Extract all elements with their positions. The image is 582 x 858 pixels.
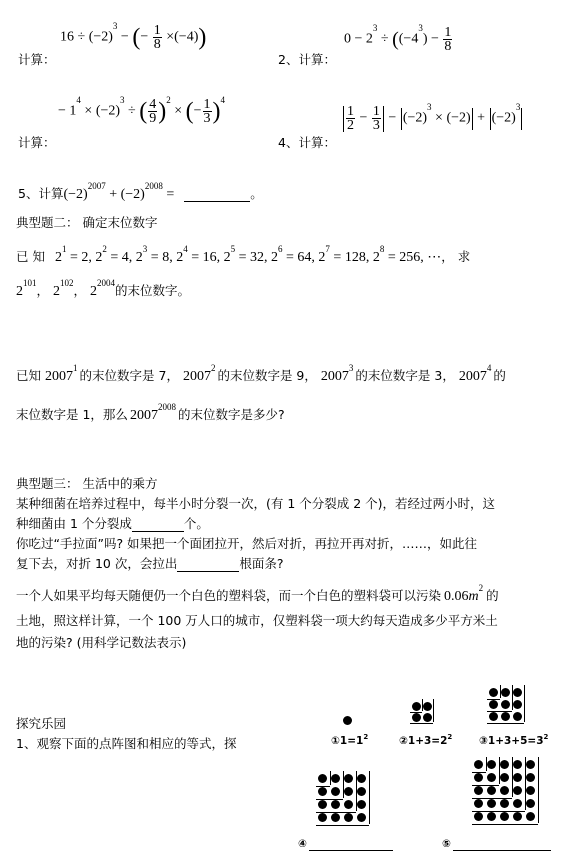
- sequence-term: $2^4 = 16$,: [176, 244, 224, 265]
- answer-blank-figure-5[interactable]: [453, 838, 551, 851]
- dot: [500, 812, 509, 821]
- sequence-term: $2^8 = 256$, ⋯: [372, 244, 442, 265]
- question-term: $2^{102}$: [52, 278, 74, 299]
- problem-2-label: 2、计算：: [278, 52, 336, 67]
- bacteria-line-2: 种细菌由 1 个分裂成 个。: [16, 516, 209, 531]
- section-4-title: 探究乐园: [16, 716, 67, 731]
- l-shape-divider: [472, 798, 512, 799]
- caption-1: $①1=1^2$: [331, 733, 369, 747]
- dot: [487, 773, 496, 782]
- last-digit-fact: 2007$^2$ 的末位数字是 9，: [182, 363, 317, 384]
- dot: [331, 787, 340, 796]
- sequence-term: $2^6 = 64$,: [271, 244, 319, 265]
- dot: [501, 700, 510, 709]
- l-shape-divider: [472, 772, 486, 773]
- answer-blank-5[interactable]: [184, 186, 250, 202]
- l-shape-divider: [343, 771, 344, 798]
- sequence-term: $2^5 = 32$,: [223, 244, 272, 265]
- sequence-term: $2^7 = 128$,: [318, 244, 373, 265]
- dot: [526, 786, 535, 795]
- bag-line-1: 一个人如果平均每天随便仍一个白色的塑料袋，而一个白色的塑料袋可以污染 $0.06m^2$ 的: [16, 583, 499, 604]
- dot: [344, 800, 353, 809]
- noodle-line-2: 复下去，对折 10 次，会拉出 根面条?: [16, 556, 284, 571]
- dot: [513, 799, 522, 808]
- bag-line-3: 地的污染? (用科学记数法表示): [16, 635, 187, 650]
- l-shape-divider: [369, 771, 370, 824]
- dot: [513, 688, 522, 697]
- dot: [357, 774, 366, 783]
- l-shape-divider: [487, 723, 524, 724]
- dot: [318, 787, 327, 796]
- last-digit-fact: 2007$^3$ 的末位数字是 3，: [320, 363, 455, 384]
- dot: [331, 813, 340, 822]
- power-sequence: [54, 244, 442, 265]
- l-shape-divider: [330, 771, 331, 785]
- l-shape-divider: [472, 824, 538, 825]
- problem-3-expression: − $1^4 \times (-2)^3$ ÷ ( $\frac{4}{9}$ )$^2$ × (− $\frac{1}{3}$ )$^4$: [58, 95, 226, 126]
- dot: [487, 812, 496, 821]
- dot: [487, 799, 496, 808]
- l-shape-divider: [487, 699, 500, 700]
- dot: [513, 760, 522, 769]
- problem-4-expression: $\frac{1}{2}$ − $\frac{1}{3}$ − $(-2)^3 \times (-2) + (-2)^3$: [342, 105, 523, 132]
- dot: [474, 812, 483, 821]
- l-shape-divider: [472, 785, 499, 786]
- section-2-known-line: 已 知 $2^1 = 2$, $2^2 = 4$, $2^3 = 8$, $2^4 = 16$, $2^5 = 32$, $2^6 = 64$, $2^7 = 128$, $2^8 = 256$, ⋯， 求: [16, 244, 471, 265]
- dot: [513, 773, 522, 782]
- section-3-title: 典型题三： 生活中的乘方: [16, 476, 158, 491]
- l-shape-divider: [316, 786, 330, 787]
- caption-4: ④: [298, 838, 393, 851]
- dot: [526, 773, 535, 782]
- dot: [526, 799, 535, 808]
- dot: [487, 760, 496, 769]
- problem-1-expression: $16 \div (-2)^3$ − (− $\frac{1}{8}$ ×(−4)): [60, 21, 207, 52]
- l-shape-divider: [410, 712, 422, 713]
- dot: [526, 760, 535, 769]
- l-shape-divider: [316, 799, 343, 800]
- dot: [318, 774, 327, 783]
- dot: [501, 712, 510, 721]
- dot: [412, 702, 421, 711]
- answer-blank-noodle[interactable]: [177, 556, 239, 572]
- problem-2-expression: $0 - 2^3 \div ((-4^3)$ − $\frac{1}{8}$: [344, 23, 452, 54]
- l-shape-divider: [316, 812, 356, 813]
- bacteria-line-1: 某种细菌在培养过程中，每半小时分裂一次，(有 1 个分裂成 2 个)，若经过两小时，这: [16, 496, 496, 511]
- dot: [513, 700, 522, 709]
- dot: [357, 813, 366, 822]
- dot: [474, 773, 483, 782]
- dot: [489, 712, 498, 721]
- caption-2: $②1+3=2^2$: [399, 733, 453, 747]
- caption-3: $③1+3+5=3^2$: [479, 733, 549, 747]
- dot: [423, 702, 432, 711]
- dot: [357, 787, 366, 796]
- l-shape-divider: [512, 685, 513, 710]
- last-digit-fact: 2007$^4$ 的: [458, 363, 506, 384]
- answer-blank-figure-4[interactable]: [309, 838, 393, 851]
- l-shape-divider: [410, 723, 433, 724]
- sequence-term: $2^3 = 8$,: [135, 244, 177, 265]
- dot: [501, 688, 510, 697]
- bag-line-2: 土地，照这样计算，一个 100 万人口的城市，仅塑料袋一项大约每天造成多少平方米土: [16, 613, 498, 628]
- l-shape-divider: [316, 825, 369, 826]
- problem-5: 5、计算$(-2)^{2007} + (-2)^{2008}$ = 。: [18, 181, 263, 202]
- last-digit-fact: 2007$^1$ 的末位数字是 7，: [45, 363, 179, 384]
- l-shape-divider: [525, 757, 526, 810]
- dot: [344, 774, 353, 783]
- dot: [344, 813, 353, 822]
- l-shape-divider: [538, 757, 539, 823]
- sequence-term: $2^1 = 2$,: [54, 244, 96, 265]
- section-2-problem-2-line-2: 末位数字是 1，那么 $2007^{2008}$ 的末位数字是多少?: [16, 402, 285, 423]
- dot: [357, 800, 366, 809]
- dot: [513, 812, 522, 821]
- caption-5: ⑤: [442, 838, 551, 851]
- dot: [526, 812, 535, 821]
- sequence-term: $2^2 = 4$,: [95, 244, 136, 265]
- dot: [489, 700, 498, 709]
- dot: [474, 786, 483, 795]
- dot: [489, 688, 498, 697]
- l-shape-divider: [433, 699, 434, 722]
- dot: [423, 713, 432, 722]
- section-2-problem-2-line-1: 已知 2007$^1$ 的末位数字是 7， 2007$^2$ 的末位数字是 9， 2007$^3$ 的末位数字是 3， 2007$^4$ 的: [16, 363, 506, 384]
- dot: [500, 799, 509, 808]
- calc-label-1: 计算：: [18, 52, 56, 67]
- dot: [343, 716, 352, 725]
- question-term: $2^{101}$: [16, 278, 37, 299]
- dot: [500, 760, 509, 769]
- dot: [344, 787, 353, 796]
- l-shape-divider: [422, 699, 423, 711]
- section-4-question-1: 1、观察下面的点阵图和相应的等式，探: [16, 736, 237, 751]
- l-shape-divider: [512, 757, 513, 797]
- dot: [500, 786, 509, 795]
- dot: [412, 713, 421, 722]
- l-shape-divider: [499, 757, 500, 784]
- l-shape-divider: [524, 685, 525, 722]
- question-terms: $2^{101}$， $2^{102}$， $2^{2004}$: [16, 278, 115, 299]
- section-2-title: 典型题二： 确定末位数字: [16, 215, 158, 230]
- dot: [487, 786, 496, 795]
- l-shape-divider: [356, 771, 357, 811]
- calc-label-3: 计算：: [18, 135, 56, 150]
- dot: [474, 799, 483, 808]
- l-shape-divider: [487, 711, 512, 712]
- dot: [331, 774, 340, 783]
- dot: [500, 773, 509, 782]
- answer-blank-bacteria[interactable]: [132, 516, 184, 532]
- dot: [474, 760, 483, 769]
- l-shape-divider: [500, 685, 501, 698]
- noodle-line-1: 你吃过“手拉面”吗? 如果把一个面团拉开，然后对折，再拉开再对折，……，如此往: [16, 536, 478, 551]
- section-2-question: $2^{101}$， $2^{102}$， $2^{2004}$的末位数字。: [16, 278, 190, 299]
- dot: [513, 712, 522, 721]
- dot: [318, 800, 327, 809]
- l-shape-divider: [486, 757, 487, 771]
- problem-4-label: 4、计算：: [278, 135, 336, 150]
- question-term: $2^{2004}$: [89, 278, 115, 299]
- dot: [318, 813, 327, 822]
- dot: [331, 800, 340, 809]
- l-shape-divider: [472, 811, 525, 812]
- dot: [513, 786, 522, 795]
